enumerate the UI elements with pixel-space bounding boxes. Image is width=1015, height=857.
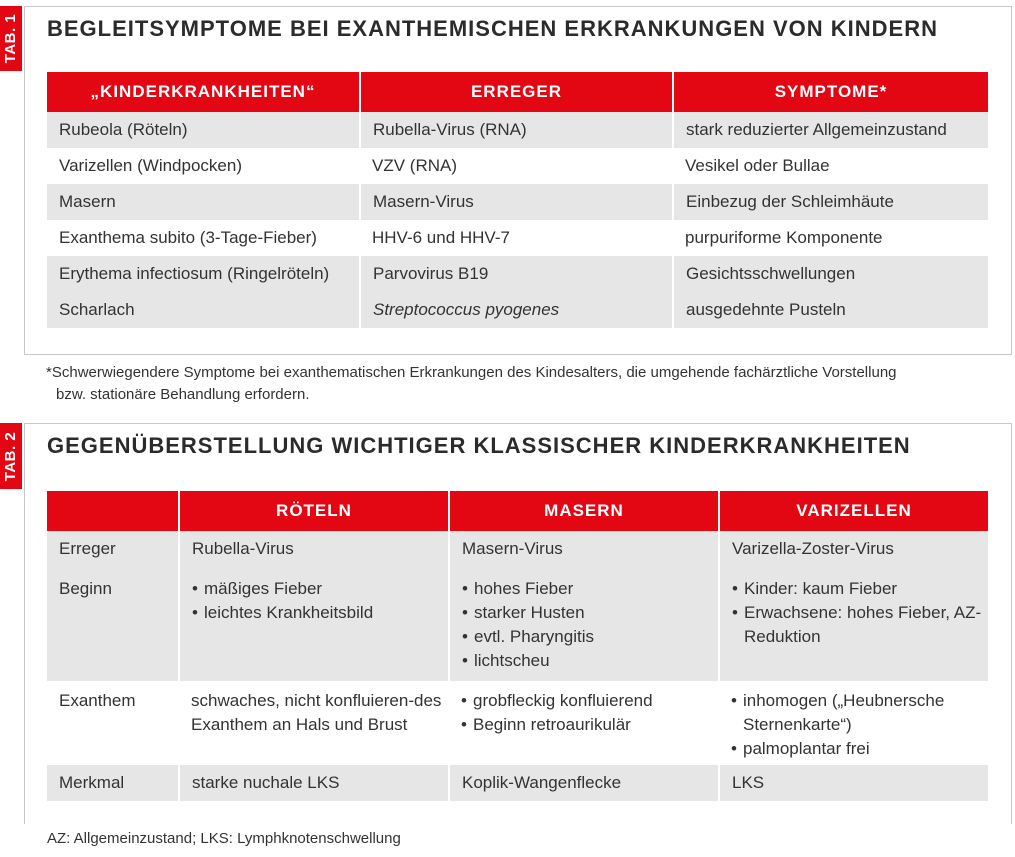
tab2-cell xyxy=(179,569,449,681)
tab1-cell: purpuriforme Komponente xyxy=(673,220,988,256)
list-item: • starker Husten xyxy=(462,601,718,625)
tab1-cell: HHV-6 und HHV-7 xyxy=(360,220,673,256)
tab2-header-empty xyxy=(47,491,179,531)
tab1-cell: Erythema infectiosum (Ringelröteln) xyxy=(47,256,360,292)
table-row xyxy=(47,220,988,256)
tab1-table xyxy=(47,72,988,328)
tab1-marker xyxy=(0,6,22,71)
list-item: • Erwachsene: hohes Fieber, AZ-Reduktion xyxy=(732,601,988,649)
row-label: Exanthem xyxy=(47,681,179,765)
table-row xyxy=(47,569,988,681)
tab2-header-varizellen: VARIZELLEN xyxy=(719,491,988,531)
table-row xyxy=(47,531,988,569)
tab2-table xyxy=(47,491,988,801)
tab2-marker xyxy=(0,423,22,489)
list-item: • leichtes Krankheitsbild xyxy=(192,601,448,625)
tab1-cell: Varizellen (Windpocken) xyxy=(47,148,360,184)
tab2-cell: Varizella-Zoster-Virus xyxy=(719,531,988,569)
tab2-cell: LKS xyxy=(719,765,988,801)
table-row xyxy=(47,681,988,765)
tab1-cell: Rubella-Virus (RNA) xyxy=(360,112,673,148)
tab1-cell: stark reduzierter Allgemeinzustand xyxy=(673,112,988,148)
row-label: Beginn xyxy=(47,569,179,681)
tab2-cell xyxy=(449,569,719,681)
table-row xyxy=(47,112,988,148)
tab2-cell xyxy=(719,569,988,681)
table-row xyxy=(47,256,988,292)
tab1-cell: Streptococcus pyogenes xyxy=(360,292,673,328)
tab1-cell: Rubeola (Röteln) xyxy=(47,112,360,148)
tab1-header-pathogen: ERREGER xyxy=(360,72,673,112)
tab1-cell: Vesikel oder Bullae xyxy=(673,148,988,184)
tab1-footnote xyxy=(46,362,986,406)
tab2-cell: schwaches, nicht konfluieren-des Exanthem an Hals und Brust xyxy=(179,681,449,765)
list-item: • lichtscheu xyxy=(462,649,718,673)
tab1-cell: Gesichtsschwellungen xyxy=(673,256,988,292)
table-row xyxy=(47,184,988,220)
tab2-header-roeteln: RÖTELN xyxy=(179,491,449,531)
list-item: • hohes Fieber xyxy=(462,577,718,601)
list-item: • Kinder: kaum Fieber xyxy=(732,577,988,601)
tab1-cell: Exanthema subito (3-Tage-Fieber) xyxy=(47,220,360,256)
footnote-line2: bzw. stationäre Behandlung erfordern. xyxy=(56,386,310,403)
tab2-cell: starke nuchale LKS xyxy=(179,765,449,801)
tab1-cell: Einbezug der Schleimhäute xyxy=(673,184,988,220)
table-row xyxy=(47,148,988,184)
list-item: • palmoplantar frei xyxy=(731,737,988,761)
tab2-footnote: AZ: Allgemeinzustand; LKS: Lymphknotenschwellung xyxy=(47,830,401,847)
tab1-cell: VZV (RNA) xyxy=(360,148,673,184)
footnote-star: * xyxy=(46,364,52,381)
tab1-header-symptoms: SYMPTOME* xyxy=(673,72,988,112)
tab2-title: GEGENÜBERSTELLUNG WICHTIGER KLASSISCHER KINDERKRANKHEITEN xyxy=(47,433,911,458)
tab1-cell: Masern-Virus xyxy=(360,184,673,220)
tab2-cell: Rubella-Virus xyxy=(179,531,449,569)
table-row xyxy=(47,292,988,328)
list-item: • inhomogen („Heubnersche Sternenkarte“) xyxy=(731,689,988,737)
tab2-cell xyxy=(719,681,988,765)
tab1-cell: ausgedehnte Pusteln xyxy=(673,292,988,328)
list-item: • evtl. Pharyngitis xyxy=(462,625,718,649)
tab1-cell: Masern xyxy=(47,184,360,220)
row-label: Erreger xyxy=(47,531,179,569)
list-item: • grobfleckig konfluierend xyxy=(461,689,719,713)
list-item: • mäßiges Fieber xyxy=(192,577,448,601)
footnote-line1: Schwerwiegendere Symptome bei exanthematischen Erkrankungen des Kindesalters, die umgehende fachärztliche Vorstellung xyxy=(51,364,897,381)
tab2-cell: Koplik-Wangenflecke xyxy=(449,765,719,801)
tab2-label: TAB. 2 xyxy=(2,431,20,481)
tab2-cell: Masern-Virus xyxy=(449,531,719,569)
tab2-cell xyxy=(449,681,719,765)
tab1-cell: Parvovirus B19 xyxy=(360,256,673,292)
list-item: • Beginn retroaurikulär xyxy=(461,713,719,737)
tab1-title: BEGLEITSYMPTOME BEI EXANTHEMISCHEN ERKRANKUNGEN VON KINDERN xyxy=(47,16,938,41)
tab1-cell: Scharlach xyxy=(47,292,360,328)
row-label: Merkmal xyxy=(47,765,179,801)
tab1-label: TAB. 1 xyxy=(2,13,20,64)
tab2-header-masern: MASERN xyxy=(449,491,719,531)
tab1-header-disease: „KINDERKRANKHEITEN“ xyxy=(47,72,360,112)
table-row xyxy=(47,765,988,801)
